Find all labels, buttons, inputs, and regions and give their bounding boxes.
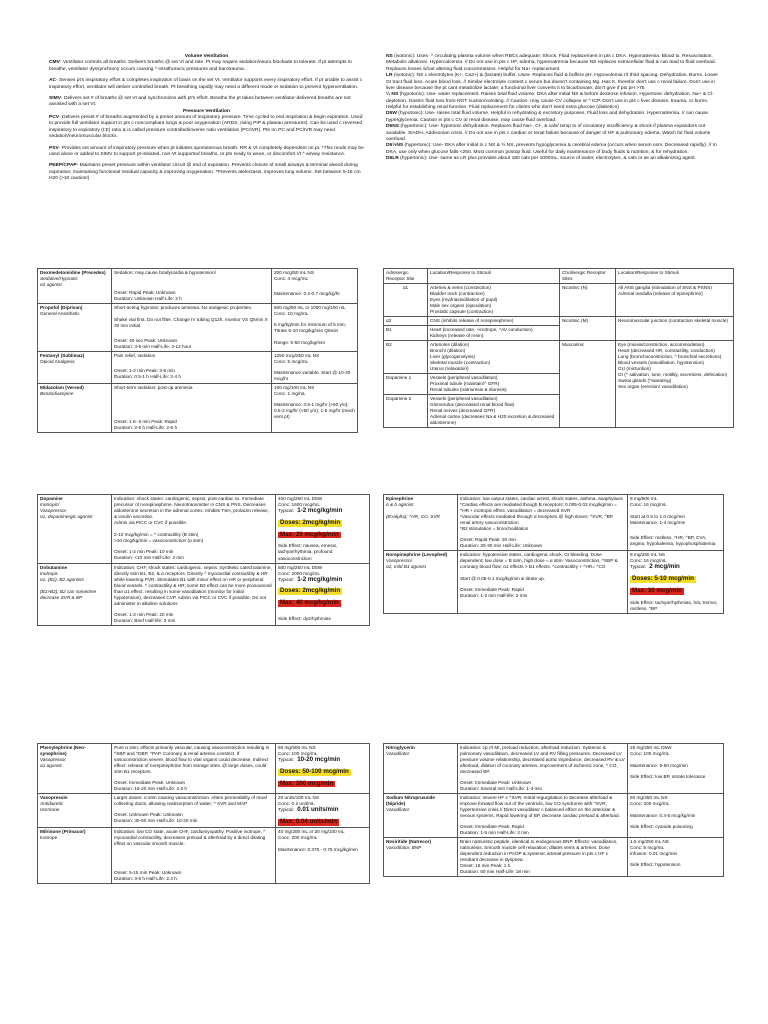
cmv-heading: CMV [49, 60, 60, 66]
table-row [38, 495, 370, 564]
iv-fluid-d5ns: D5NS (hypertonic): Use- hypotonic dehydration. Replaces fluid Na+, Cl-, & cals/ temp tx of circulatory insufficiency & shock if plasma expanders not available. SIADH. Addisonian crisis. // Do not use in pts c cardiac or renal failure because of danger of HF & pulmonary edema. Watch for fluid volume overload. [386, 124, 711, 142]
table-row [38, 563, 370, 625]
table-row [38, 827, 370, 883]
col-header: Cholinergic Receptor Sites [560, 269, 616, 284]
side-effect: Side Effect: restless, ^HR, ^BP, CVA, angina, hypokalemia, hypophosphatemia [630, 535, 716, 547]
typical-dose: 2 mcg/min [649, 563, 680, 571]
indication-cell: Short-acting hypnotic; produces amnesia. No analgesic properties. Shake vial first. Do not filter. Change IV tubing Q12h. monitor VS Q5min X 30 min initial. Onset: 40 sec Peak: Unknown Duration: 3-5 min Half-Life: 3-12 hour [112, 304, 272, 352]
indication-cell: Indication: shock states: cardiogenic, sepsis; post-cardiac sx. Immediate precursor of norepinephrine. Neurotransmitter in CNS & PNS. Decreases aldosterone secretion in the adrenal cortex. Inhibits TSH, prolactin release, & insulin secretion. Admin via PICC or CVC if possible. 2-10 mcg/kg/min = ^ contractility (B stim) >10 mcg/kg/min = vasoconstriction (α stim) Onset: 1-2 min Peak: 10 min Duration: <10 min Half-Life: 2 min [112, 495, 276, 564]
iv-fluid-lr: LR (isotonic): NS c electrolytes (K+, Ca2+) & (lactate) buffer. Uses- Replaces fluid & buffers pH. Hypovolemia r/t third spacing. Dehydration. Burns. Lower GI tract fluid loss. Acute blood loss. // Similar electrolyte content c serum but doesn't containing Mg. Has K, therefor don't use c renal failure. Don't use in liver disease because the pt cant metabolize lactate; a functional liver converts it to bicarbonate; don't give if pts pH >75 [386, 73, 718, 91]
dosage-cell: 50 mg/250 mL NS Conc: 200 mcg/mL Maintenance: 0.3-5 mcg/kg/min Side Effect: cyanide poisoning [628, 794, 724, 838]
max-dose-highlight: Max: 20 mcg/kg/min [280, 530, 339, 538]
peep-text: - Maintains preset pressure within ventilator circuit @ end of expiration. Prevents closure of small airways & terminal alveoli during expiration, maintaining functional residual capacity & improving oxygenation. *Prevents atelectasis, improves lung volume. Set between 5-15 cm H20 (>10 caution!) [49, 163, 361, 181]
receptor-site: α1 [384, 284, 428, 317]
max-dose-highlight: Max: 200 mcg/min [280, 779, 334, 787]
table-header-row [384, 269, 734, 284]
vasopressor-table [37, 743, 370, 884]
cholinergic-response: Neuromuscular junction (contraction skeletal muscle) [616, 317, 734, 341]
receptor-response: Arterioles (dilation) Bronchi (dilation) Liver (glycogenolysis) Skeletal muscle (contraction) Uterus (relaxation) [428, 341, 560, 374]
drug-cell: Norepinephrine (Levophed) Vasopressor α1, mild B1 agonist [384, 551, 458, 614]
indication-cell: Indication: severe HF c ^SVR, mitral regurgitation to decrease afterload & improve forward flow out of the ventricle, low CO syndrome with ^SVR, hypertensive crisis.// Direct vasodilator c balanced effect on the arteriolar & venous systems. Rapid lowering of BP, decrease cardiac preload & afterload. Onset: Immediate Peak: Rapid Duration: 1-5 min Half-Life: 2 min [458, 794, 628, 838]
side-effect: Side Effect: cyanide poisoning [630, 824, 693, 830]
table-row [384, 341, 734, 374]
cholinergic-site: Nicotinic (M) [560, 317, 616, 341]
indication-cell: Brain natriuretic peptide, identical to endogenous BNP. Effects: vasodilation, natriuresis. Smooth muscle cell relaxation; dilates veins & arteries. Dose dependent reduction in PAOP & systemic arterial pressure in pts c HF c resultant decrease in dyspnea. Onset: 15 min Peak: 1 h Duration: 60 min Half-Life: 18 min [458, 838, 628, 877]
dosage-cell: 50 mg/500 mL NS Conc: 100 mcg/mL Typical: 10-20 mcg/min Doses: 50-100 mcg/min Max: 200 mcg/min [276, 744, 370, 794]
drug-cell: Dexmedetomidine (Precedex) Sedative/Hypnotic α2 agonist [38, 269, 112, 304]
iv-fluid-d5lr: D5LR (hypertonic): Use- same as LR plus provides about 180 cals per 1000mL, source of water, electrolytes, & cals or as an alkalinizing agent. [386, 156, 696, 161]
receptor-response: Vessels (peripheral vasodilation) Glomerulus (decreased renal blood flow) Renal nerves (decreased GFR) Adrenal cortex (decreases Na & H20 excretion & decreased aldosterone) [428, 395, 560, 428]
iv-fluid-d5-half-ns: D5½NS (hypertonic): Use- DKA after initial tx c NS & ½ NS, prevents hypoglycemia & cerebral edema (occurs when serum osm. Decreased rapidly). // In DKA, use only when glucose falls <250. Most common postop fluid. Useful for daily maintenance of body fluids & nutrition, & for rehydration. [386, 143, 717, 155]
psv-text: - Provides set amount of inspiratory pressure when pt initiates spontaneous breath. RR & Vt completely dependent on pt. *This mode may be used alone or added to SIMV to support pt-initiated, non-Vt supported breaths, or pts ready to wean, or discomfort r/t ^ airway resistance. [49, 145, 364, 157]
psv-note [49, 146, 364, 159]
typical-dose: 0.01 units/min [297, 806, 339, 814]
dosage-cell: 1.5 mg/250 mL NS Conc: 6 mcg/mL Infusion: 0.01 mcg/min Side Effect: hypotension [628, 838, 724, 877]
table-row [384, 317, 734, 326]
cholinergic-response: Eye (miosis/constriction, accommodation) Heart (decreased HR, contractility, conduction) Lung (bronchoconstriction, ^ bronchial secretions) Blood vessels (vasodilation, hypotension) GU (micturition) GI (^ salivation, tone, motility, secretions, defecation) Sweat glands (^sweating) Sex organ (erection/ vasodilation) [616, 341, 734, 428]
dosage-cell: 25 mg/250 mL D5W Conc: 100 mcg/mL Maintenance: 5-50 mcg/min Side Effect: low BP, nitrate tolerance [628, 744, 724, 794]
col-header: Location/Response to Stimuli [428, 269, 560, 284]
receptor-response: Heart (increased rate, +inotrope, ^AV conduction) Kidneys (release of renin) [428, 326, 560, 341]
receptor-table [383, 268, 734, 428]
drug-cell: Nitroglycerin Vasodilator [384, 744, 458, 794]
cholinergic-site: Nicotinic (N) [560, 284, 616, 317]
typical-dose: 1-2 mcg/kg/min [297, 507, 343, 515]
inotrope-table [37, 494, 370, 626]
dose-highlight: Doses: 2mcg/kg/min [280, 587, 341, 595]
pcv-text: - Delivers preset # of breaths augmented by a preset amount of inspiratory pressure. Time cycled to end inspiration & begin expiration. Used to provide full ventilator support in pts c noncompliant lungs & poor oxygenation (ARDS, rising PIP & plateau pressures). Can be used c reversed inspiratory to expiratory (I:E) ratio & is called pressure controlled/inverse ratio ventilation (PC/IVR). Pts on PC and PC/IVR may need sedation/neuromuscular blocks. [49, 115, 363, 140]
dosage-cell: 400 mg/250 mL D5W Conc: 1600 mcg/mL Typical: 1-2 mcg/kg/min Doses: 2mcg/kg/min Max: 20 mcg/kg/min Side Effect: nausea, emesis, tachyarrhythmia, profound vasoconstriction [276, 495, 370, 564]
pressor-table [383, 494, 724, 614]
table-row [38, 269, 358, 304]
receptor-site: B1 [384, 326, 428, 341]
dosage-cell: 100 mg/100 mL NS Conc: 1 mg/mL Maintenance: 0.5-1 mg/hr (>60 y/o); 0.5-2 mg/hr (<60 y/o); 1-5 mg/hr (mech vent pt) [272, 384, 358, 433]
table-row [38, 744, 370, 794]
indication-cell: Larger doses: α stim causing vasoconstriction. Alters permeability of renal collecting ducts, allowing reabsorption of water; ^ SVR and MAP Onset: Unknown Peak: Unknown Duration: 30-60 min Half-Life: 10-20 min [112, 794, 276, 828]
pcv-heading: PCV [49, 115, 60, 120]
dose-highlight: Doses: 2mcg/kg/min [280, 518, 341, 526]
col-header: Location/Response to Stimuli [616, 269, 734, 284]
receptor-site: α2 [384, 317, 428, 326]
table-row [384, 838, 724, 877]
indication-cell: Short-term sedation; post-op amnesia Onset: 1.5- 5 min Peak: Rapid Duration: 2-6 h Half-Life: 2-6 h [112, 384, 272, 433]
iv-fluid-notes [386, 54, 718, 162]
receptor-site: Dopamine 2 [384, 395, 428, 428]
cholinergic-site: Muscarinic [560, 341, 616, 428]
max-dose-highlight: Max: 30 mcg/min [632, 586, 682, 594]
receptor-site: B2 [384, 341, 428, 374]
table-row [38, 352, 358, 384]
receptor-response: Arteries & veins (constriction) Bladder neck (contraction) Eyes (mydriasis/dilation of pupil) Male sex organs (ejaculation) Prostatic capsule (contraction) [428, 284, 560, 317]
side-effect: Side Effect: hypotension [630, 862, 681, 868]
ac-heading: AC [49, 78, 57, 84]
volume-ventilation-title: Volume Ventilation [184, 54, 229, 59]
table-row [38, 384, 358, 433]
drug-cell: Dobutamine Inotropic α1, (B1), B2 agonists (B1>B2); B2 can sometime decrease SVR & BP [38, 563, 112, 625]
dosage-cell: 200 mcg/50 mL NS Conc: 4 mcg/mL Maintenance: 0.2-0.7 mcg/kg/hr [272, 269, 358, 304]
max-dose-highlight: Max: 0.04 units/min [280, 817, 338, 825]
table-row [38, 304, 358, 352]
receptor-response: CNS (inhibits release of norepinephrine) [428, 317, 560, 326]
psv-heading: PSV [49, 145, 59, 151]
ac-note [49, 78, 364, 91]
dosage-cell: 500 mg/50 mL or 1000 mg/100 mL Conc: 10 mg/mL 5 mg/kg/min for minimum of 5 min; Titrate 5-10 mcg/kg/min Q5min Range: 5-50 mcg/kg/min [272, 304, 358, 352]
indication-cell: Indication: cp r/t MI, preload reduction, afterload reduction. Systemic & pulmonary vasodilation, decreased LV and RV filling pressures. Decreased LV pressure volume relationship, decreased aortic impedance, decreased RV & LV afterload, dilation of coronary arteries, improvement of ischemic zone, ^ CO, decreased BP. Onset: Immediate Peak: Unknown Duration: Several min Half-Life: 1-4 min [458, 744, 628, 794]
pressure-ventilation-title: Pressure Ventilation [182, 108, 231, 114]
drug-cell: Fentanyl (Sublimaz) Opioid Analgesic [38, 352, 112, 384]
indication-cell: Sedation; may cause bradycardia & hypotension/ Onset: Rapid Peak: Unknown Duration: Unknown Half-Life: 2 h [112, 269, 272, 304]
receptor-response: Vessels (peripheral vasodilation) Proximal tubule (maintain/^ GFR) Renal tubules (natriuresis & diuresis) [428, 374, 560, 395]
dosage-cell: 8 mg/250 mL NS Conc: 16 mcg/mL Typical: 2 mcg/min Doses: 5-10 mcg/min Max: 30 mcg/min Side Effect: tachyarrhythmias, h/a, tremor, restless, ^BP [628, 551, 724, 614]
drug-cell: Sodium Nitroprusside (Nipride) Vasodilator [384, 794, 458, 838]
dosage-cell: 20 units/100 mL NS Conc: 0.2 unit/mL Typical: 0.01 units/min Max: 0.04 units/min [276, 794, 370, 828]
dosage-cell: 8 mg/500 mL Conc: 16 mcg/mL Start at 0.5 to 1.0 mcg/min Maintenance: 1-4 mcg/min Side Effect: restless, ^HR, ^BP, CVA, angina, hypokalemia, hypophosphatemia [628, 495, 724, 551]
cholinergic-response: All ANS ganglia (stimulation of SNS & PSNS) Adrenal medulla (release of epinephrine) [616, 284, 734, 317]
ac-text: - Senses pt's inspiratory effort & completes inspiration of basis on the set Vt. Ventilator supports every inspiratory effort. If pt unable to assist c inspiratory effort, ventilator will deliver controlled breath. Pt breathing rapidly may need a different mode or sedation to prevent hyperventilation. [49, 78, 363, 90]
table-row [38, 794, 370, 828]
drug-cell: Phenylephrine (Neo-synephrine) Vasopressor α1 agonist [38, 744, 112, 794]
cmv-note [49, 60, 364, 73]
side-effect: Side Effect: nausea, emesis, tachyarrhythmia, profound vasoconstriction [278, 543, 338, 561]
indication-cell: Indication: CHF, shock states: cardiogenic, sepsis. Synthetic catecholamine, directly stim B1, B2, & α receptors. Directly ^ myocardial contractility & HR while lowering PVR. Stimulates B1 with minor effect on HR or peripheral blood vessels. ^ contractility & HR; some B2 effect can be more pronounced than α1 effect, resulting in some vasodilation (monitor for initial hypotension), decreases CVP. Admin via PICC or CVC if possible. Do not administer in alkaline solutions Onset: 1-2 min Peak: 20 min Duration: Brief Half-life: 2 min [112, 563, 276, 625]
table-row [384, 495, 724, 551]
dose-highlight: Doses: 50-100 mcg/min [280, 767, 349, 775]
cmv-text: - Ventilator controls all breaths. Delivers breaths @ set Vt and rate. Pt may require sedation/neuro blockade to tolerate. If pt attempts to breathe, ventilator dyssynchrony occurs causing ^ intrathoracic pressures and barotrauma. [49, 60, 352, 72]
side-effect: Side Effect: tachyarrhythmias, h/a, tremor, restless, ^BP [630, 599, 718, 611]
table-row [384, 551, 724, 614]
drug-cell: Propofol (Diprivan) General Anesthetic [38, 304, 112, 352]
ventilation-notes [49, 54, 364, 187]
vasodilator-table [383, 743, 724, 877]
typical-dose: 1-2 mcg/kg/min [297, 575, 343, 583]
iv-fluid-quarter-ns: ¼ NS (hypotonic): Use- water replacement. Raises total fluid volume. DKA after initial NS & before dextrose infusion. Hypertonic dehydration. Na+ & Cl- depletion. Gastric fluid loss from NGT suction/vomiting. // Caution- may cause CV collapse or ^ ICP. Don't use in pts c liver disease, trauma, or burns. Helpful for establishing renal function. Fluid replacement for clients who don't need extra glucose (diabetics) [386, 92, 714, 110]
table-row [384, 794, 724, 838]
table-row [384, 284, 734, 317]
dosage-cell: 40 mg/200 mL or 20 mg/100 mL Conc: 200 mcg/mL Maintenance: 0.375 - 0.75 mcg/kg/min [276, 827, 370, 883]
table-row [384, 744, 724, 794]
side-effect: Side Effect: dysrhythmias [278, 615, 331, 621]
dosage-cell: 500 mg/250 mL D5W Conc: 2000 mcg/mL Typical: 1-2 mcg/kg/min Doses: 2mcg/kg/min Max: 40 mcg/kg/min Side Effect: dysrhythmias [276, 563, 370, 625]
indication-cell: Pure α stim; effects primarily vascular, causing vasoconstriction resulting in ^SBP and ^DBP, ^PAP. Coronary & renal arteries constrict. If vasoconstriction severe, blood flow to vital organs could decrease. Indirect effect: release of norepinephrine from storage sites. @ large doses, could stim B1 receptors. Onset: Immediate Peak: Unknown Duration: 15-20 min Half-Life: 2.5 h [112, 744, 276, 794]
drug-cell: Nesiritide (Natrecor) Vasodilator, BNP [384, 838, 458, 877]
drug-cell: Epinephrine α & b agonist (B>alpha); ^HR, CO, SVR [384, 495, 458, 551]
receptor-site: Dopamine 1 [384, 374, 428, 395]
peep-heading: PEEP/CPAP [49, 163, 77, 169]
simv-heading: SIMV [49, 95, 61, 101]
sedation-table [37, 268, 358, 433]
drug-cell: Dopamine Inotropic/ Vasopressor α1, dopaminergic agonist [38, 495, 112, 564]
pcv-note [49, 115, 364, 141]
dosage-cell: 1250 mcg/250 mL NS Conc: 5 mcg/mL Maintenance variable. Start @ 10-20 mcg/hr [272, 352, 358, 384]
drug-cell: Midazolam (Versed) Benzodiazepine [38, 384, 112, 433]
indication-cell: Indication: hypotensive states, cardiogenic shock, GI bleeding. Dose dependent; low dose = B stim, high dose = α stim. Vasoconstriction, ^SBP & coronary blood flow; α1 effects > B1 effects. ^contractility + ^HR= ^CO Start @ 0.05-0.1 mcg/kg/min & titrate up. Onset: Immediate Peak: Rapid Duration: 1-2 min Half-life: 2 min [458, 551, 628, 614]
peep-note [49, 163, 364, 182]
dose-highlight: Doses: 5-10 mcg/min [632, 574, 694, 582]
iv-fluid-d5w: D5W (hypotonic): Use- raises total fluid volume. Helpful in rehydrating & excretory purposes. Fluid loss and dehydration. Hypernatremia. // can cause hyperglycemia. Caution in pts c CV or renal disease, may cause fluid overload. [386, 111, 709, 123]
iv-fluid-ns: NS (isotonic): Uses- ^ circulating plasma volume when RBCs adequate: Shock. Fluid replacement in pts c DKA. Hyponatremia. Blood tx. Resuscitation. Metabolic alkalosis. Hypercalcemia. // Do not use in pts c HF, edema, hypernatremia because NS replaces extracellular fluid & can lead to fluid overload. Replaces losses w/out altering fluid concentrations. Helpful for Na+ replacement. [386, 54, 717, 72]
drug-cell: Milrinone (Primacor) Inotrope [38, 827, 112, 883]
typical-dose: 10-20 mcg/min [297, 756, 341, 764]
indication-cell: Indication: low output states, cardiac arrest, shock states, asthma, anaphylaxis *Cardiac effects are mediated though B receptors: 0.005-0.02 mcg/kg/min = ^HR + inotropic effect, vasodilation = decreased SVR *Vascular effects mediated through α receptors @ high doses: ^SVR, ^BP, renal artery vasoconstriction *B2 stimulation = bronchodilation Onset: Rapid Peak: 20 min Duration: 20-30 min Half-Life: Unknown [458, 495, 628, 551]
simv-note [49, 96, 364, 109]
side-effect: Side Effect: low BP, nitrate tolerance [630, 774, 706, 780]
indication-cell: Indication: low CO state, acute CHF, cardiomyopathy. Positive inotrope, ^ myocardial contractility, decreases preload & afterload by a direct dilating effect on vascular smooth muscle. Onset: 5-15 min Peak: Unknown Duration: 3-6 h Half-Life: 2.3 h [112, 827, 276, 883]
drug-cell: Vasopressin Antidiuretic Hormone [38, 794, 112, 828]
indication-cell: Pain relief, sedation Onset: 1-2 min Peak: 3-5 min Duration: 0.5-1 h Half-Life: 2-4 h [112, 352, 272, 384]
max-dose-highlight: Max: 40 mcg/kg/min [280, 599, 339, 607]
col-header: Adrenergic Receptor Site [384, 269, 428, 284]
simv-text: - Delivers set # of breaths @ set Vt and synchronizes with pt's effort. Breaths the pt takes between ventilator-delivered breaths are not assisted with a set Vt. [49, 95, 351, 108]
